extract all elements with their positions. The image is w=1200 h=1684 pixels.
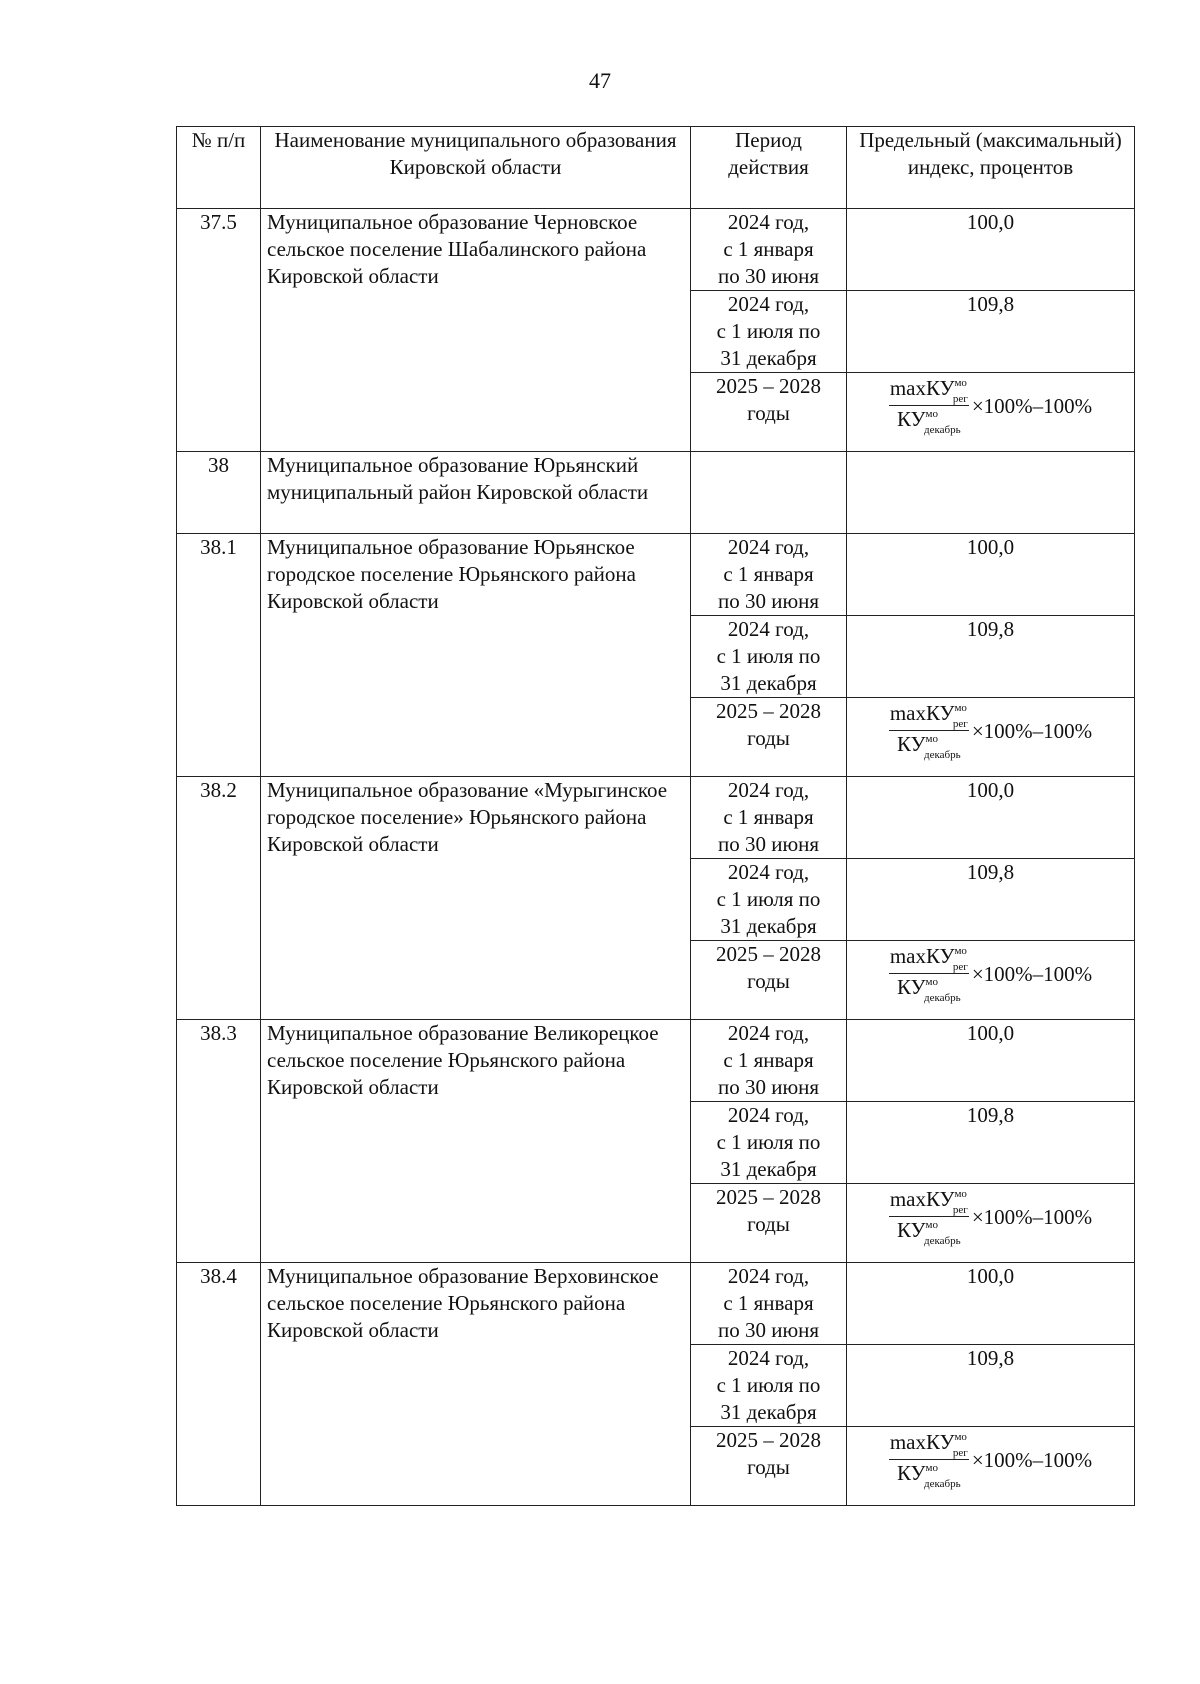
- header-period: Период действия: [691, 127, 847, 209]
- formula-denominator: $КУ^{мо}_{декабрь}$: [897, 1218, 961, 1247]
- formula-numerator: maxКУ$^{мо}_{рег}$: [889, 701, 968, 730]
- formula-fraction: [889, 377, 969, 435]
- formula-numerator: maxКУ$^{мо}_{рег}$: [889, 944, 968, 973]
- formula-expression: [853, 698, 1128, 760]
- period-cell: 2024 год, с 1 июля по 31 декабря: [691, 291, 847, 373]
- municipality-name: Муниципальное образование Юрьянский муниципальный район Кировской области: [261, 452, 691, 534]
- formula-tail: ×100%–100%: [971, 1447, 1093, 1472]
- period-cell: 2025 – 2028 годы: [691, 373, 847, 452]
- period-cell: 2024 год, с 1 января по 30 июня: [691, 1020, 847, 1102]
- table-row: [177, 452, 1135, 534]
- header-num: № п/п: [177, 127, 261, 209]
- index-value: 100,0: [847, 209, 1135, 291]
- index-value: 109,8: [847, 1345, 1135, 1427]
- formula-tail: ×100%–100%: [971, 1204, 1093, 1229]
- formula-numerator: maxКУ$^{мо}_{рег}$: [889, 1187, 968, 1216]
- period-cell: 2024 год, с 1 января по 30 июня: [691, 209, 847, 291]
- period-cell: 2024 год, с 1 июля по 31 декабря: [691, 1345, 847, 1427]
- table-row: [177, 534, 1135, 616]
- index-value: 100,0: [847, 777, 1135, 859]
- formula-fraction: [889, 1431, 969, 1489]
- index-formula: [847, 373, 1135, 452]
- table-row: [177, 1020, 1135, 1102]
- page-number: 47: [589, 68, 611, 93]
- header-index: Предельный (максимальный) индекс, процентов: [847, 127, 1135, 209]
- index-table: [176, 126, 1135, 1506]
- header-name: Наименование муниципального образования Кировской области: [261, 127, 691, 209]
- period-cell: 2025 – 2028 годы: [691, 941, 847, 1020]
- index-value: 109,8: [847, 616, 1135, 698]
- formula-expression: [853, 373, 1128, 435]
- municipality-name: Муниципальное образование Верховинское сельское поселение Юрьянского района Кировской области: [261, 1263, 691, 1506]
- period-cell: 2024 год, с 1 января по 30 июня: [691, 777, 847, 859]
- formula-denominator: $КУ^{мо}_{декабрь}$: [897, 975, 961, 1004]
- period-cell: 2025 – 2028 годы: [691, 1184, 847, 1263]
- formula-tail: ×100%–100%: [971, 393, 1093, 418]
- table-body: [177, 209, 1135, 1506]
- period-cell: 2024 год, с 1 июля по 31 декабря: [691, 1102, 847, 1184]
- index-value: 100,0: [847, 1263, 1135, 1345]
- row-number: 38.4: [177, 1263, 261, 1506]
- index-formula: [847, 941, 1135, 1020]
- table-row: [177, 777, 1135, 859]
- period-cell: 2024 год, с 1 июля по 31 декабря: [691, 859, 847, 941]
- row-number: 38.3: [177, 1020, 261, 1263]
- period-cell: 2024 год, с 1 июля по 31 декабря: [691, 616, 847, 698]
- formula-numerator: maxКУ$^{мо}_{рег}$: [889, 376, 968, 405]
- period-cell: 2024 год, с 1 января по 30 июня: [691, 534, 847, 616]
- table-header: [177, 127, 1135, 209]
- index-cell: [847, 452, 1135, 534]
- formula-tail: ×100%–100%: [971, 718, 1093, 743]
- index-value: 109,8: [847, 1102, 1135, 1184]
- index-value: 100,0: [847, 1020, 1135, 1102]
- row-number: 38: [177, 452, 261, 534]
- index-value: 109,8: [847, 291, 1135, 373]
- formula-expression: [853, 1184, 1128, 1246]
- formula-tail: ×100%–100%: [971, 961, 1093, 986]
- index-formula: [847, 698, 1135, 777]
- table-row: [177, 209, 1135, 291]
- period-cell: 2025 – 2028 годы: [691, 1427, 847, 1506]
- row-number: 38.1: [177, 534, 261, 777]
- period-cell: 2024 год, с 1 января по 30 июня: [691, 1263, 847, 1345]
- table-row: [177, 1263, 1135, 1345]
- formula-denominator: $КУ^{мо}_{декабрь}$: [897, 732, 961, 761]
- index-formula: [847, 1427, 1135, 1506]
- index-value: 100,0: [847, 534, 1135, 616]
- formula-denominator: $КУ^{мо}_{декабрь}$: [897, 407, 961, 436]
- period-cell: 2025 – 2028 годы: [691, 698, 847, 777]
- row-number: 38.2: [177, 777, 261, 1020]
- municipality-name: Муниципальное образование Юрьянское городское поселение Юрьянского района Кировской области: [261, 534, 691, 777]
- municipality-name: Муниципальное образование Великорецкое сельское поселение Юрьянского района Кировской области: [261, 1020, 691, 1263]
- formula-expression: [853, 1427, 1128, 1489]
- period-cell: [691, 452, 847, 534]
- formula-expression: [853, 941, 1128, 1003]
- formula-denominator: $КУ^{мо}_{декабрь}$: [897, 1461, 961, 1490]
- index-formula: [847, 1184, 1135, 1263]
- index-value: 109,8: [847, 859, 1135, 941]
- formula-numerator: maxКУ$^{мо}_{рег}$: [889, 1430, 968, 1459]
- municipality-name: Муниципальное образование «Мурыгинское городское поселение» Юрьянского района Кировской области: [261, 777, 691, 1020]
- row-number: 37.5: [177, 209, 261, 452]
- municipality-name: Муниципальное образование Черновское сельское поселение Шабалинского района Кировской области: [261, 209, 691, 452]
- formula-fraction: [889, 945, 969, 1003]
- formula-fraction: [889, 1188, 969, 1246]
- formula-fraction: [889, 702, 969, 760]
